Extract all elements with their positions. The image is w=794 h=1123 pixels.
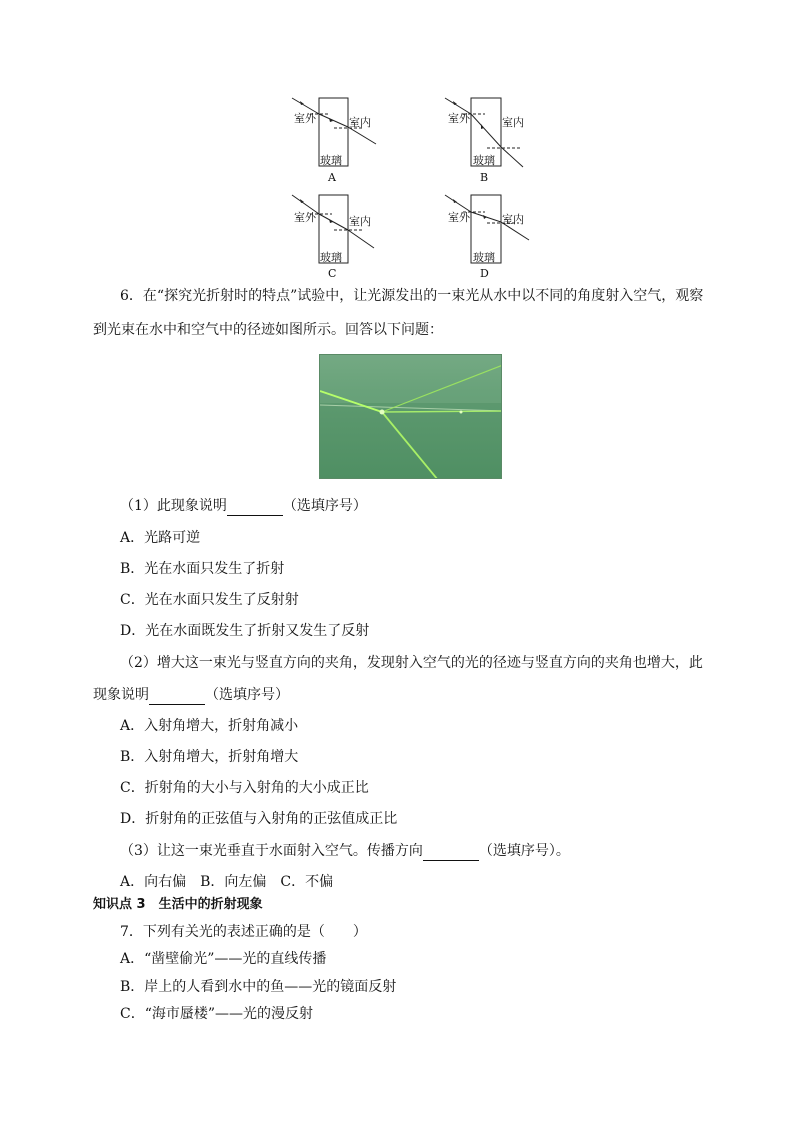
refraction-photo-beams [320,355,502,479]
figure-a-diagram [290,97,400,187]
q6-sub2-option-b: B．入射角增大，折射角增大 [120,749,299,765]
figure-b-inside-label: 室内 [502,116,524,129]
figure-a-glass-label: 玻璃 [320,154,342,167]
q7-stem: 7．下列有关光的表述正确的是（ ） [120,924,367,940]
q6-sub1-option-d: D．光在水面既发生了折射又发生了反射 [120,623,370,639]
q6-stem-line2: 到光束在水中和空气中的径迹如图所示。回答以下问题： [93,322,443,338]
figure-b-glass-label: 玻璃 [473,154,495,167]
figure-c-inside-label: 室内 [349,215,371,228]
q6-sub1-prompt [120,497,367,516]
figure-c-letter: C [328,267,337,280]
figure-c-glass-label: 玻璃 [320,251,342,264]
q6-sub3-options: A．向右偏 B．向左偏 C．不偏 [120,874,334,890]
refraction-photo [319,354,502,479]
q6-sub2-answer-blank[interactable] [149,686,205,705]
q6-sub2-option-c: C．折射角的大小与入射角的大小成正比 [120,780,369,796]
section-3-heading: 知识点 3 生活中的折射现象 [93,897,263,912]
figure-a-outside-label: 室外 [294,112,316,125]
q6-sub2-line2 [93,686,289,705]
q6-sub2-option-a: A．入射角增大，折射角减小 [120,718,299,734]
q6-sub1-prompt-end: （选填序号） [282,498,367,514]
figure-a [290,97,400,187]
figure-d-letter: D [480,267,489,280]
figure-d-inside-label: 室内 [502,213,524,226]
q6-sub2-prompt-end: （选填序号） [205,687,289,703]
q7-option-a: A．“凿壁偷光”——光的直线传播 [120,951,327,967]
figure-d-diagram [443,192,553,282]
q6-sub2-option-d: D．折射角的正弦值与入射角的正弦值成正比 [120,811,398,827]
figure-b-outside-label: 室外 [448,112,470,125]
figure-d [443,192,553,282]
q6-sub1-option-a: A．光路可逆 [120,530,201,546]
figure-b [443,97,553,187]
q7-option-b: B．岸上的人看到水中的鱼——光的镜面反射 [120,979,397,995]
figure-d-outside-label: 室外 [448,211,470,224]
q6-sub1-option-c: C．光在水面只发生了反射射 [120,592,299,608]
figure-b-letter: B [480,171,489,184]
q6-sub1-option-b: B．光在水面只发生了折射 [120,561,285,577]
q6-sub1-answer-blank[interactable] [227,497,283,516]
q6-sub3-prompt-start: （3）让这一束光垂直于水面射入空气。传播方向 [120,843,423,859]
figure-c-outside-label: 室外 [294,211,316,224]
q6-sub2-line1: （2）增大这一束光与竖直方向的夹角，发现射入空气的光的径迹与竖直方向的夹角也增大，此 [120,655,703,671]
q7-option-c: C．“海市蜃楼”——光的漫反射 [120,1006,314,1022]
figure-a-inside-label: 室内 [349,116,371,129]
q6-stem-line1: 6．在“探究光折射时的特点”试验中，让光源发出的一束光从水中以不同的角度射入空气，观察 [120,288,704,304]
figure-a-letter: A [328,171,336,184]
figure-c-diagram [290,192,400,282]
q6-sub3-answer-blank[interactable] [423,842,479,861]
figure-d-glass-label: 玻璃 [473,251,495,264]
q6-sub2-prompt-start: 现象说明 [93,687,149,703]
figure-c [290,192,400,282]
q6-sub1-prompt-start: （1）此现象说明 [120,498,227,514]
figure-b-diagram [443,97,553,187]
q6-sub3-prompt-end: （选填序号）。 [478,843,570,859]
q6-sub3-prompt [120,842,570,861]
